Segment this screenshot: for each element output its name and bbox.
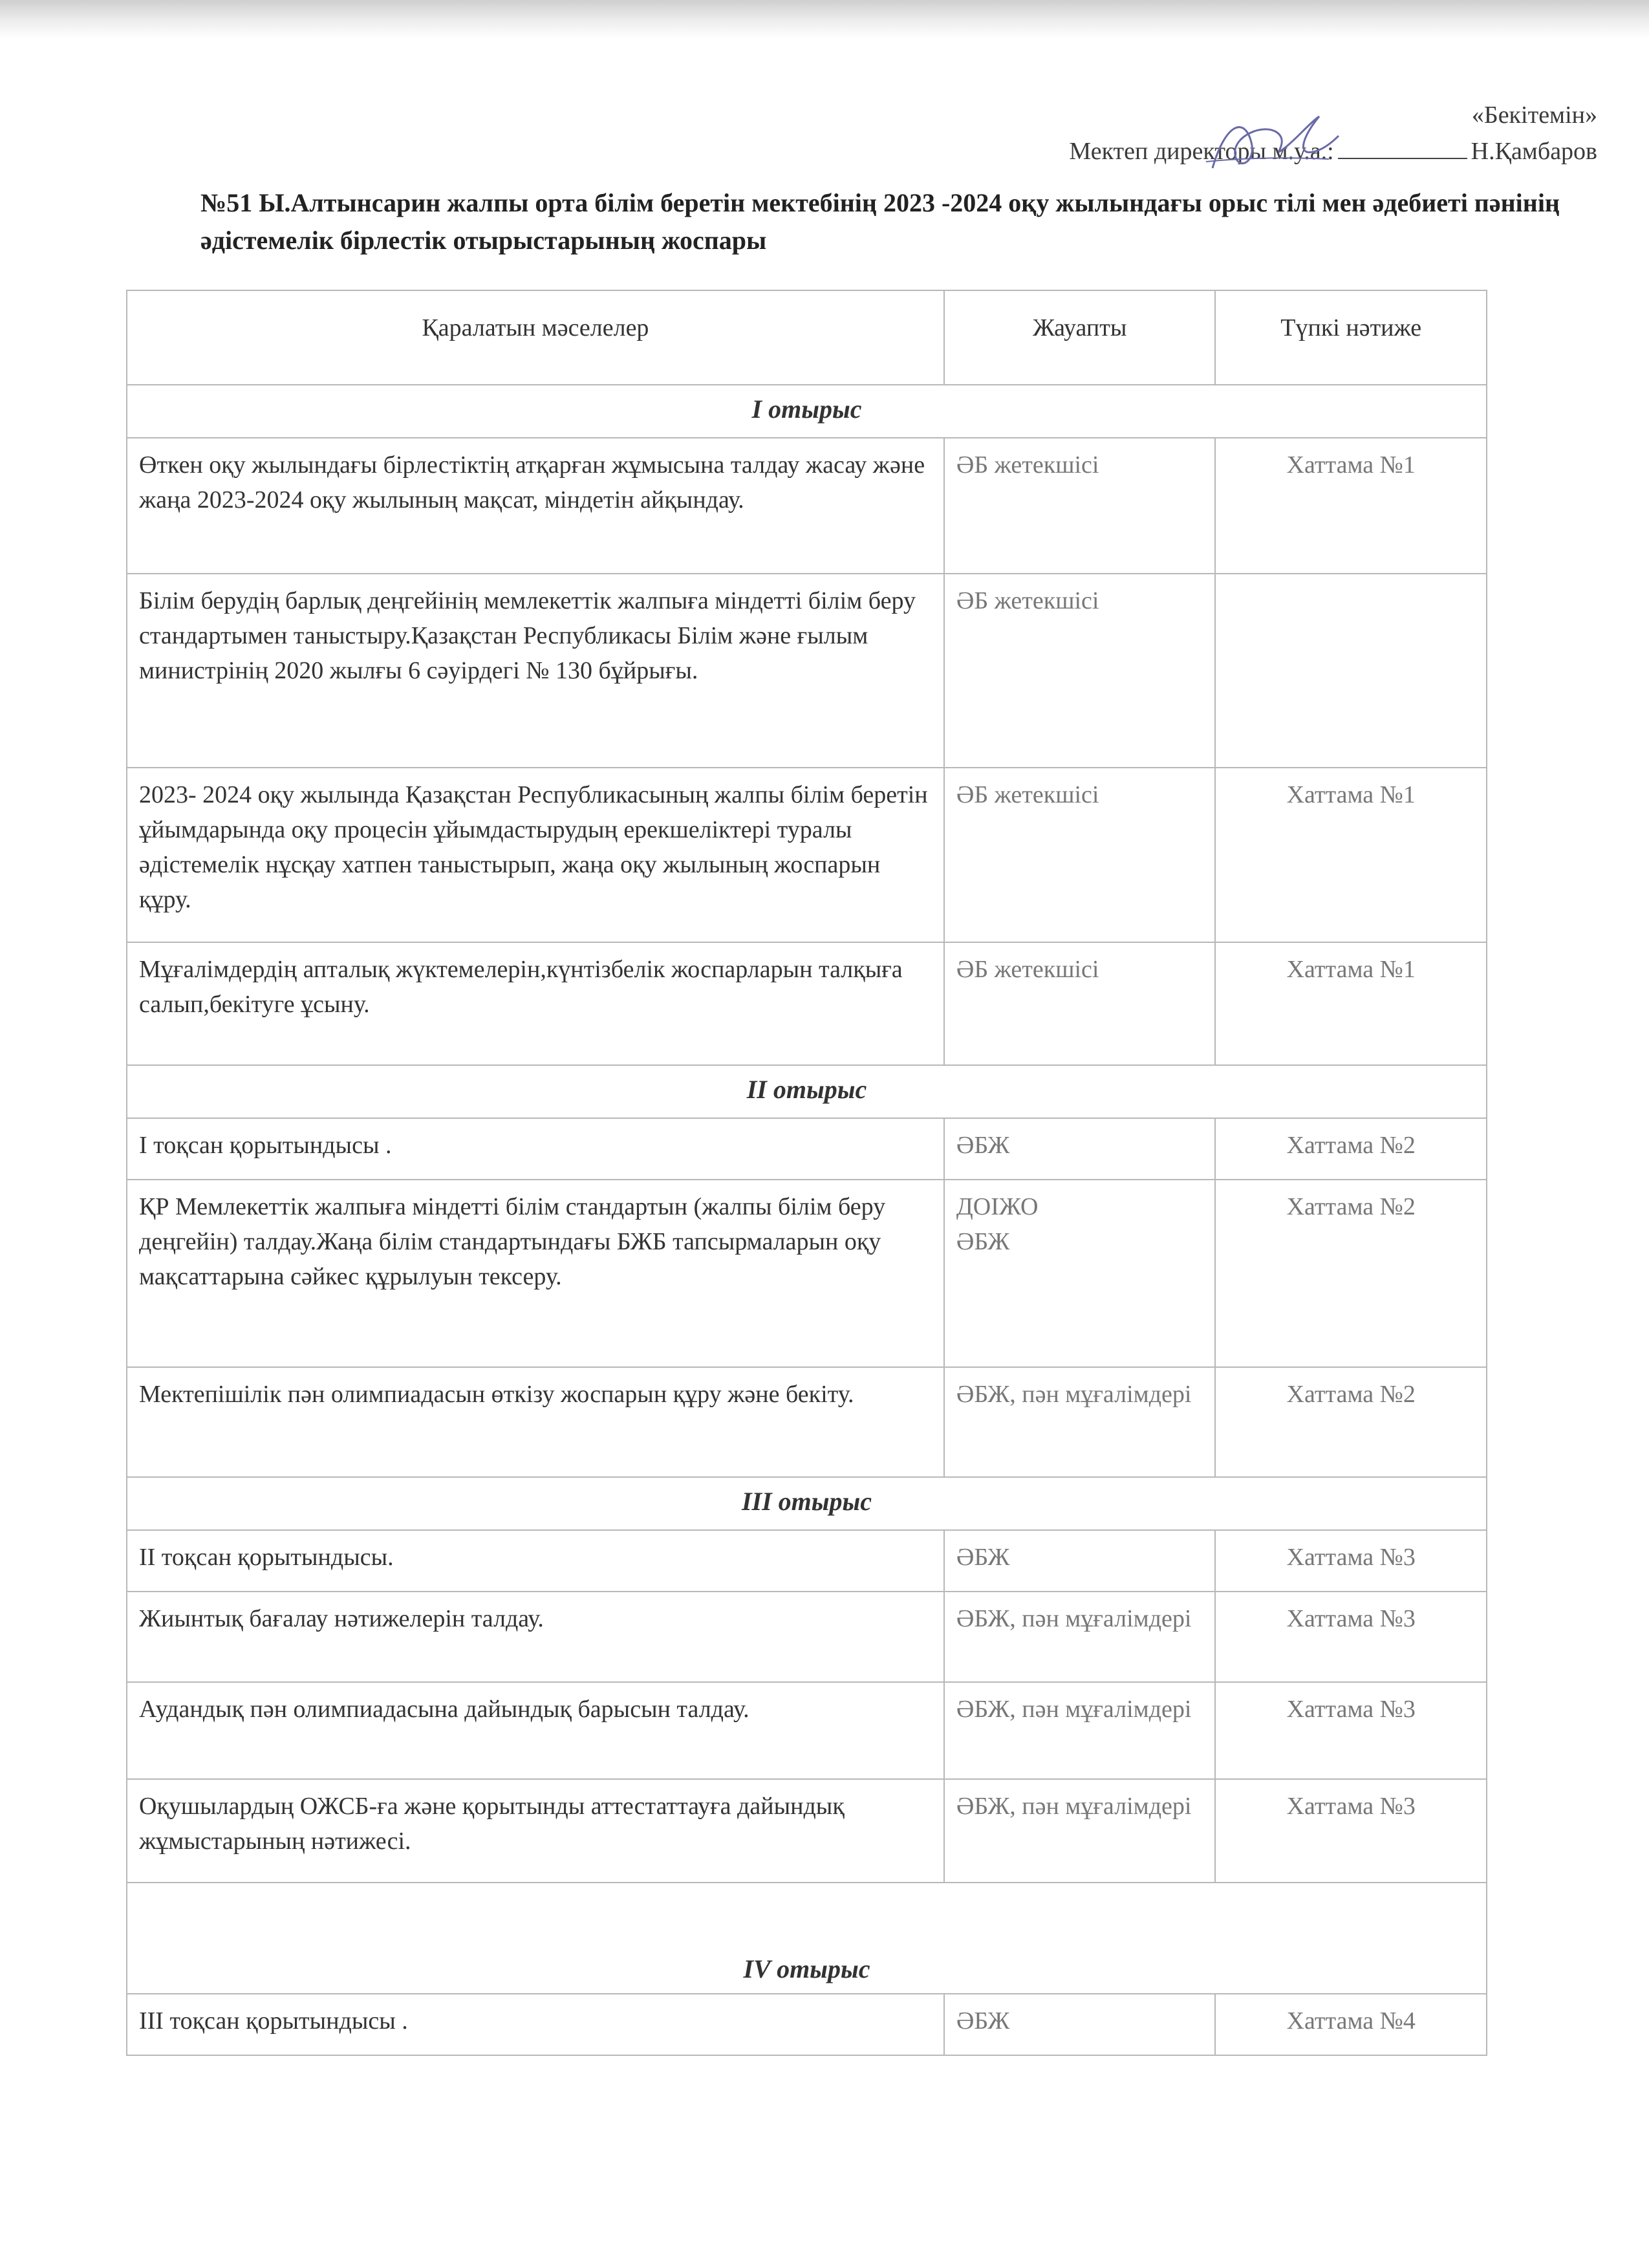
session-title-row — [127, 385, 1487, 438]
responsible-cell: ӘБЖ, пән мұғалімдері — [944, 1367, 1216, 1477]
session-title: IV отырыс — [127, 1883, 1487, 1994]
session-title: I отырыс — [127, 385, 1487, 438]
approval-label: «Бекітемін» — [1471, 102, 1597, 129]
session-title-row — [127, 1477, 1487, 1530]
issue-cell: Мектепішілік пән олимпиадасын өткізу жоспарын құру және бекіту. — [127, 1367, 944, 1477]
issue-cell: II тоқсан қорытындысы. — [127, 1530, 944, 1592]
table-row — [127, 942, 1487, 1065]
approval-position: Мектеп директоры м.у.а.: — [1069, 138, 1334, 165]
session-title: II отырыс — [127, 1065, 1487, 1118]
table-row — [127, 1994, 1487, 2055]
result-cell: Хаттама №1 — [1215, 768, 1487, 942]
responsible-cell: ӘБЖ, пән мұғалімдері — [944, 1779, 1216, 1883]
result-cell: Хаттама №4 — [1215, 1994, 1487, 2055]
session-title: III отырыс — [127, 1477, 1487, 1530]
issue-cell: Аудандық пән олимпиадасына дайындық барысын талдау. — [127, 1682, 944, 1779]
session-title-row — [127, 1065, 1487, 1118]
result-cell: Хаттама №2 — [1215, 1180, 1487, 1367]
responsible-cell: ӘБ жетекшісі — [944, 438, 1216, 574]
issue-cell: I тоқсан қорытындысы . — [127, 1118, 944, 1180]
meeting-plan-table — [126, 290, 1487, 2056]
issue-cell: ҚР Мемлекеттік жалпыға міндетті білім стандартын (жалпы білім беру деңгейін) талдау.Жаңа білім стандартындағы БЖБ тапсырмаларын оқу мақсаттарына сәйкес құрылуын тексеру. — [127, 1180, 944, 1367]
table-row — [127, 1779, 1487, 1883]
document-title: №51 Ы.Алтынсарин жалпы орта білім беретін мектебінің 2023 -2024 оқу жылындағы орыс тілі мен әдебиеті пәнінің әдістемелік бірлестік отырыстарының жоспары — [200, 188, 1560, 255]
table-row — [127, 1367, 1487, 1477]
table-row — [127, 1592, 1487, 1682]
result-cell: Хаттама №3 — [1215, 1530, 1487, 1592]
approval-name: Н.Қамбаров — [1471, 138, 1597, 165]
responsible-cell: ӘБЖ, пән мұғалімдері — [944, 1592, 1216, 1682]
issue-cell: Жиынтық бағалау нәтижелерін талдау. — [127, 1592, 944, 1682]
table-row — [127, 1180, 1487, 1367]
issue-cell: 2023- 2024 оқу жылында Қазақстан Республикасының жалпы білім беретін ұйымдарында оқу процесін ұйымдастырудың ерекшеліктері туралы әдістемелік нұсқау хатпен таныстырып, жаңа оқу жылының жоспарын құру. — [127, 768, 944, 942]
responsible-cell: ӘБЖ — [944, 1994, 1216, 2055]
result-cell: Хаттама №3 — [1215, 1779, 1487, 1883]
header-issues: Қаралатын мәселелер — [127, 290, 944, 385]
responsible-cell: ДОІЖО ӘБЖ — [944, 1180, 1216, 1367]
issue-cell: Өткен оқу жылындағы бірлестіктің атқарған жұмысына талдау жасау және жаңа 2023-2024 оқу жылының мақсат, міндетін айқындау. — [127, 438, 944, 574]
result-cell — [1215, 574, 1487, 768]
table-row — [127, 1118, 1487, 1180]
table-row — [127, 768, 1487, 942]
responsible-cell: ӘБЖ — [944, 1530, 1216, 1592]
table-row — [127, 438, 1487, 574]
scan-edge-shadow — [0, 0, 1649, 39]
responsible-cell: ӘБЖ, пән мұғалімдері — [944, 1682, 1216, 1779]
issue-cell: Мұғалімдердің апталық жүктемелерін,күнтізбелік жоспарларын талқыға салып,бекітуге ұсыну. — [127, 942, 944, 1065]
director-signature — [1200, 97, 1342, 188]
responsible-cell: ӘБ жетекшісі — [944, 942, 1216, 1065]
table-row — [127, 1530, 1487, 1592]
responsible-cell: ӘБЖ — [944, 1118, 1216, 1180]
signature-line — [1338, 138, 1467, 159]
header-result: Түпкі нәтиже — [1215, 290, 1487, 385]
result-cell: Хаттама №1 — [1215, 438, 1487, 574]
table-body — [127, 385, 1487, 2055]
table-row — [127, 1682, 1487, 1779]
issue-cell: Білім берудің барлық деңгейінің мемлекеттік жалпыға міндетті білім беру стандартымен таныстыру.Қазақстан Республикасы Білім және ғылым министрінің 2020 жылғы 6 сәуірдегі № 130 бұйрығы. — [127, 574, 944, 768]
table-row — [127, 574, 1487, 768]
result-cell: Хаттама №3 — [1215, 1682, 1487, 1779]
header-responsible: Жауапты — [944, 290, 1216, 385]
table-header-row — [127, 290, 1487, 385]
result-cell: Хаттама №2 — [1215, 1118, 1487, 1180]
result-cell: Хаттама №1 — [1215, 942, 1487, 1065]
responsible-cell: ӘБ жетекшісі — [944, 574, 1216, 768]
session-title-row — [127, 1883, 1487, 1994]
responsible-cell: ӘБ жетекшісі — [944, 768, 1216, 942]
issue-cell: III тоқсан қорытындысы . — [127, 1994, 944, 2055]
issue-cell: Оқушылардың ОЖСБ-ға және қорытынды аттестаттауға дайындық жұмыстарының нәтижесі. — [127, 1779, 944, 1883]
result-cell: Хаттама №2 — [1215, 1367, 1487, 1477]
result-cell: Хаттама №3 — [1215, 1592, 1487, 1682]
